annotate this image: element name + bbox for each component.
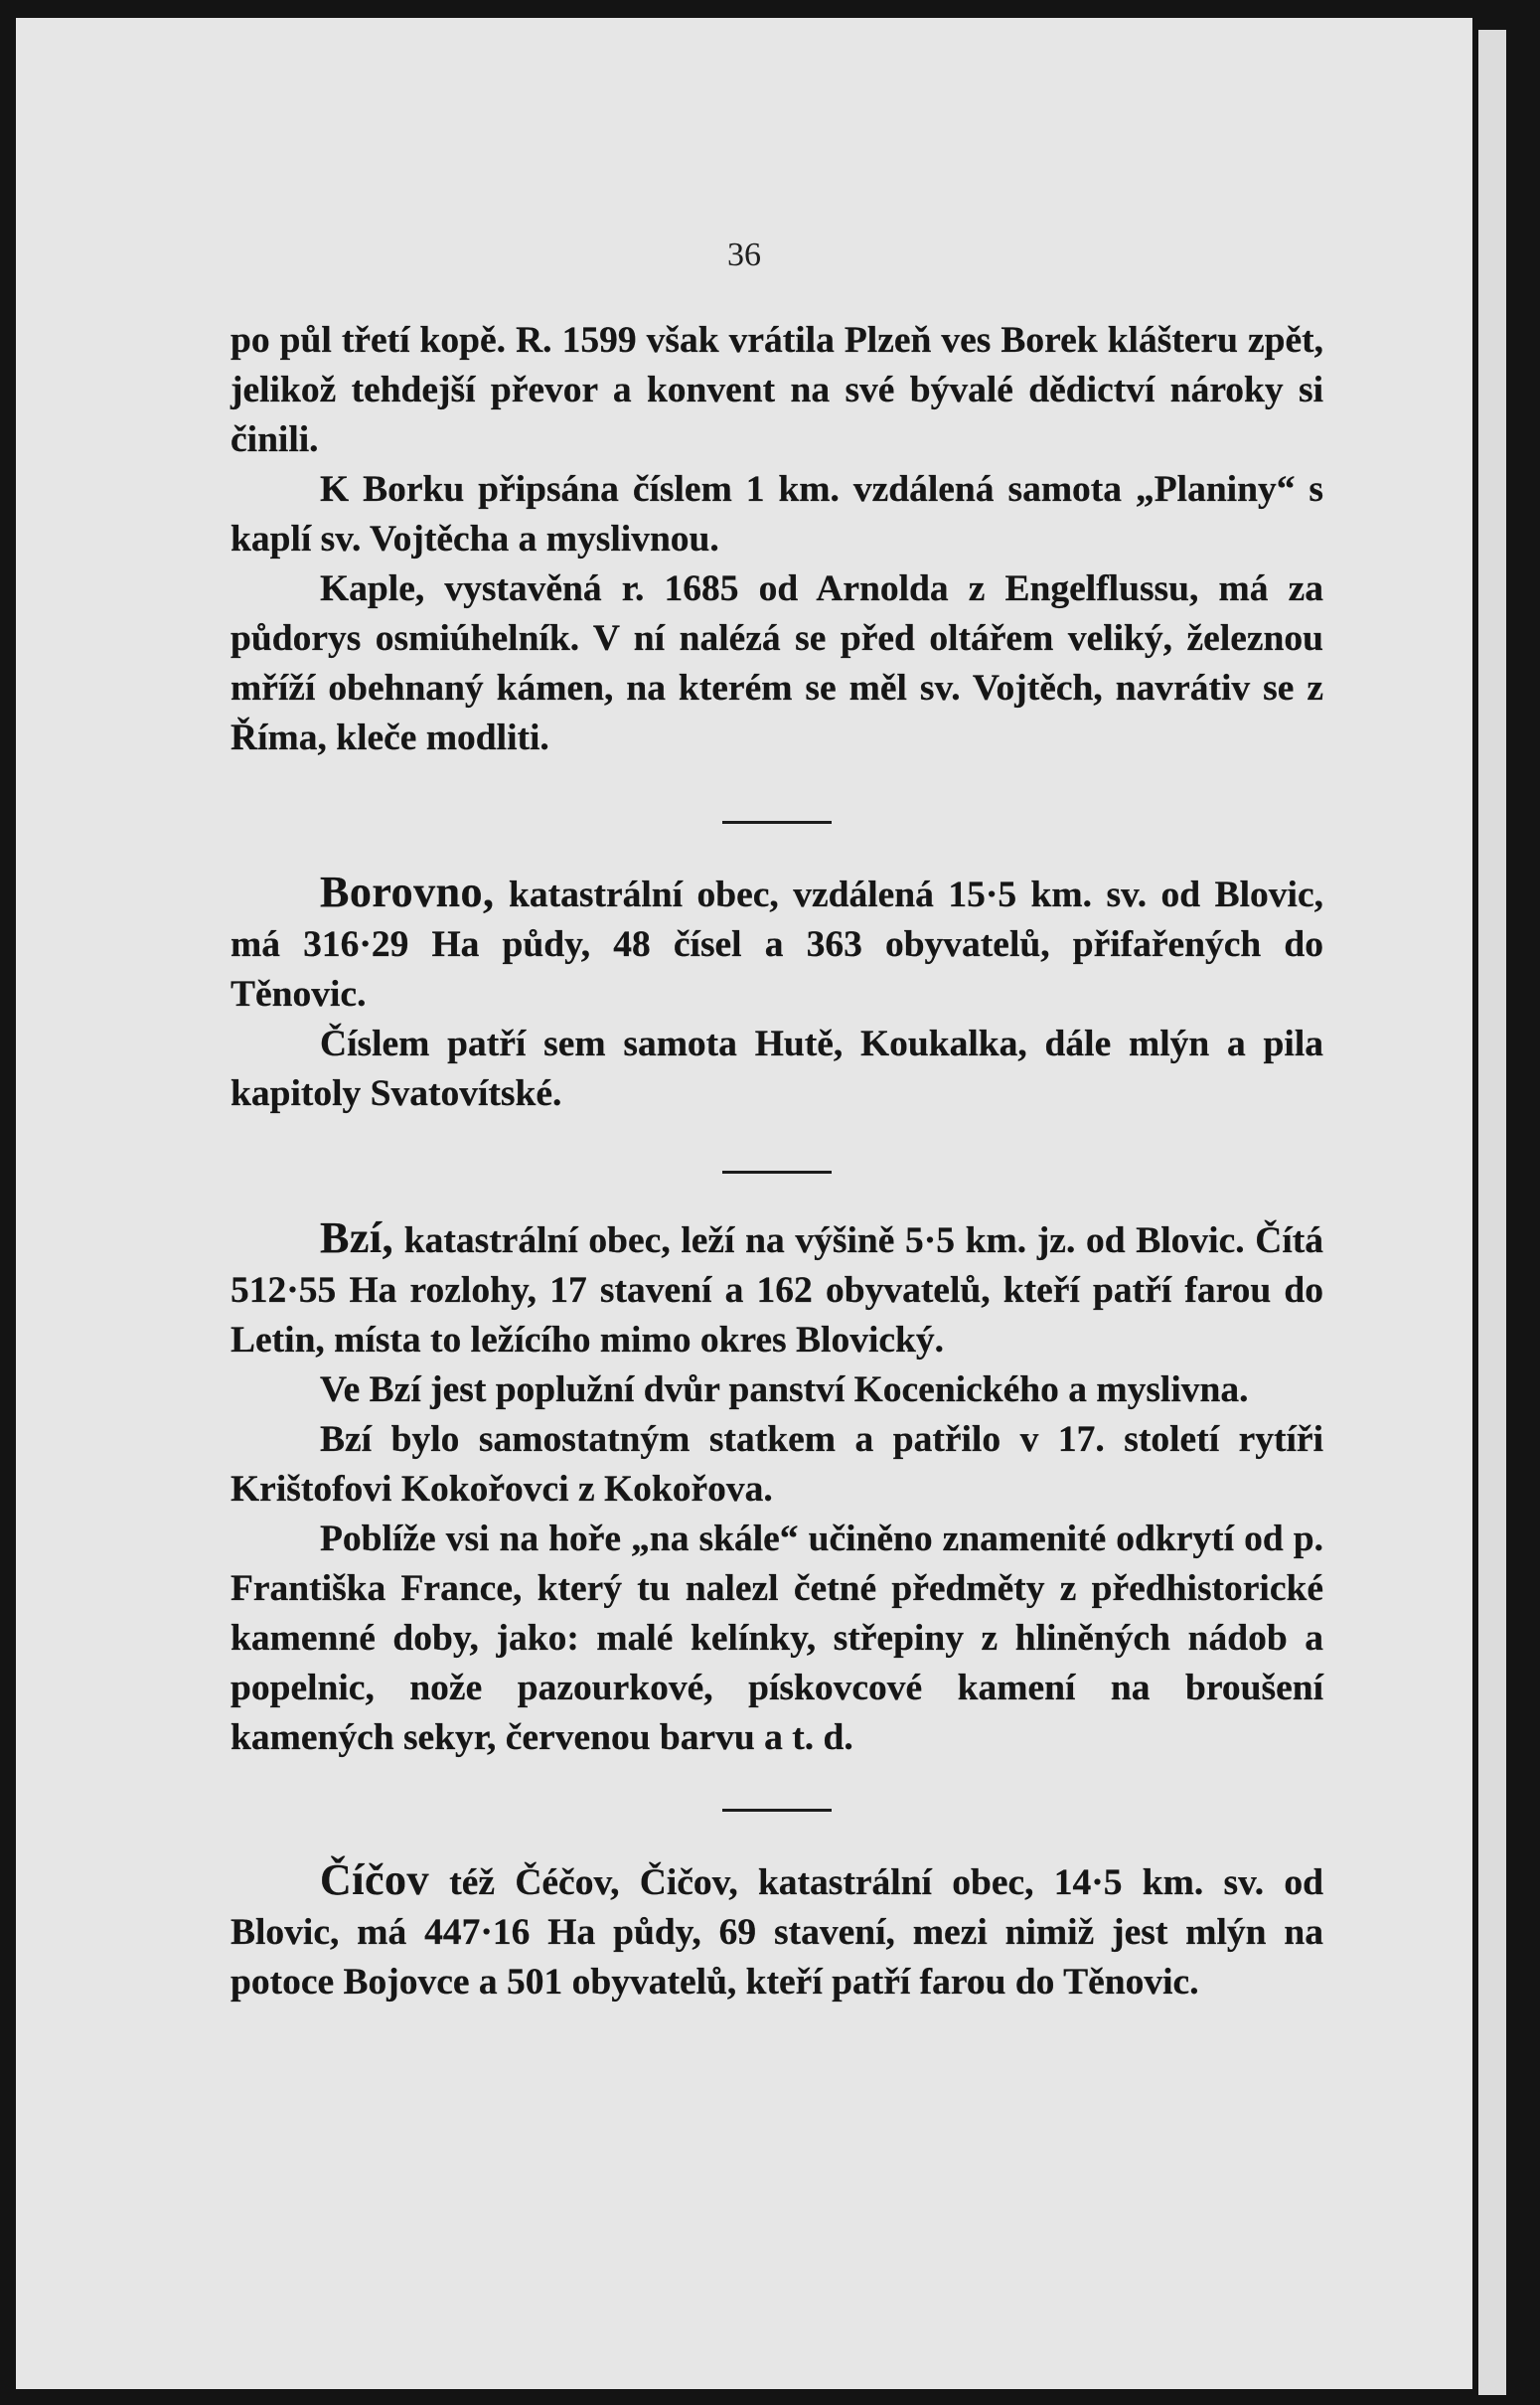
paragraph-bzi-statek: Bzí bylo samostatným statkem a patřilo v 17. století rytíři Krištofovi Kokořovci z Kokořova. xyxy=(231,1419,1323,1510)
entry-bzi xyxy=(231,1213,1323,1365)
section-divider xyxy=(722,821,832,824)
paragraph-borovno-samoty: Číslem patří sem samota Hutě, Koukalka, dále mlýn a pila kapitoly Svatovítské. xyxy=(231,1024,1323,1114)
paragraph-kaple: Kaple, vystavěná r. 1685 od Arnolda z Engelflussu, má za půdorys osmiúhelník. V ní nalézá se před oltářem veliký, železnou mříží obehnaný kámen, na kterém se měl sv. Vojtěch, navrátiv se z Říma, kleče modliti. xyxy=(231,568,1323,758)
book-page xyxy=(16,18,1472,2389)
page-number: 36 xyxy=(727,237,761,273)
paragraph-borek-samota: K Borku připsána číslem 1 km. vzdálená samota „Planiny“ s kaplí sv. Vojtěcha a myslivnou. xyxy=(231,469,1323,560)
entry-heading-bzi: Bzí, xyxy=(320,1213,394,1262)
entry-heading-cicov: Číčov xyxy=(320,1855,430,1904)
entry-text-cicov: též Čéčov, Čičov, katastrální obec, 14·5 km. sv. od Blovic, má 447·16 Ha půdy, 69 stavení, mezi nimiž jest mlýn na potoce Bojovce a 501 obyvatelů, kteří patří farou do Těnovic. xyxy=(231,1862,1323,2003)
entry-text-borovno: katastrální obec, vzdálená 15·5 km. sv. od Blovic, má 316·29 Ha půdy, 48 čísel a 363 obyvatelů, přifařených do Těnovic. xyxy=(231,875,1323,1015)
entry-cicov xyxy=(231,1855,1323,2007)
paragraph-bzi-nalez: Poblíže vsi na hoře „na skále“ učiněno znamenité odkrytí od p. Františka France, který tu nalezl četné předměty z předhistorické kamenné doby, jako: malé kelínky, střepiny z hliněných nádob a popelnic, nože pazourkové, pískovcové kamení na broušení kamených sekyr, červenou barvu a t. d. xyxy=(231,1519,1323,1758)
page-text xyxy=(231,316,1323,2007)
section-divider xyxy=(722,1809,832,1812)
entry-heading-borovno: Borovno, xyxy=(320,868,495,916)
section-divider xyxy=(722,1171,832,1174)
adjacent-page-edge xyxy=(1478,30,1506,2395)
entry-text-bzi: katastrální obec, leží na výšině 5·5 km. jz. od Blovic. Čítá 512·55 Ha rozlohy, 17 stavení a 162 obyvatelů, kteří patří farou do Letin, místa to ležícího mimo okres Blovický. xyxy=(231,1220,1323,1361)
paragraph-bzi-dvur: Ve Bzí jest poplužní dvůr panství Kocenického a myslivna. xyxy=(320,1369,1249,1410)
entry-borovno xyxy=(231,868,1323,1020)
paragraph-continuation: po půl třetí kopě. R. 1599 však vrátila Plzeň ves Borek klášteru zpět, jelikož tehdejší převor a konvent na své bývalé dědictví nároky si činili. xyxy=(231,320,1323,460)
